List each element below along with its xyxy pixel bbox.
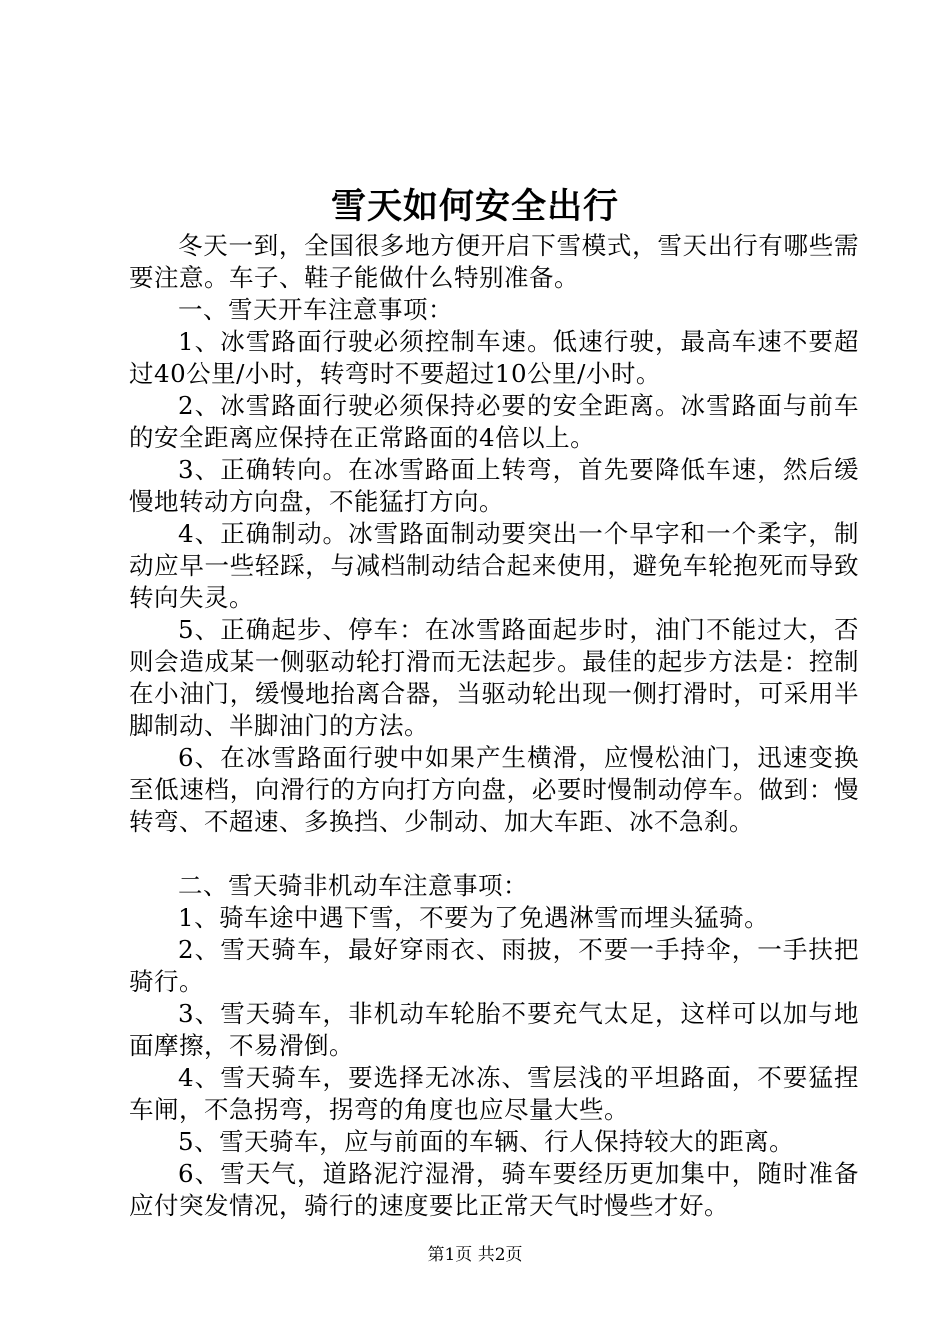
driving-item-5: 5、正确起步、停车：在冰雪路面起步时，油门不能过大，否则会造成某一侧驱动轮打滑而无法起步。最佳的起步方法是：控制在小油门，缓慢地抬离合器，当驱动轮出现一侧打滑时，可采用半脚制动、半脚油门的方法。: [129, 615, 859, 740]
section-spacer: [129, 838, 859, 870]
cycling-item-1: 1、骑车途中遇下雪，不要为了免遇淋雪而埋头猛骑。: [178, 903, 770, 932]
cycling-item-6: 6、雪天气，道路泥泞湿滑，骑车要经历更加集中，随时准备应付突发情况，骑行的速度要比正常天气时慢些才好。: [129, 1159, 859, 1220]
document-title: 雪天如何安全出行: [330, 186, 619, 227]
cycling-item-3: 3、雪天骑车，非机动车轮胎不要充气太足，这样可以加与地面摩擦，不易滑倒。: [129, 999, 859, 1060]
cycling-item-2: 2、雪天骑车，最好穿雨衣、雨披，不要一手持伞，一手扶把骑行。: [129, 935, 859, 996]
driving-item-4: 4、正确制动。冰雪路面制动要突出一个早字和一个柔字，制动应早一些轻踩，与减档制动结合起来使用，避免车轮抱死而导致转向失灵。: [129, 519, 859, 612]
section-heading-cycling: 二、雪天骑非机动车注意事项：: [178, 871, 528, 900]
driving-item-1: 1、冰雪路面行驶必须控制车速。低速行驶，最高车速不要超过40公里/小时，转弯时不要超过10公里/小时。: [129, 327, 859, 388]
driving-item-3: 3、正确转向。在冰雪路面上转弯，首先要降低车速，然后缓慢地转动方向盘，不能猛打方向。: [129, 455, 859, 516]
document-body: [129, 230, 859, 1222]
driving-item-6: 6、在冰雪路面行驶中如果产生横滑，应慢松油门，迅速变换至低速档，向滑行的方向打方向盘，必要时慢制动停车。做到：慢转弯、不超速、多换挡、少制动、加大车距、冰不急刹。: [129, 743, 859, 836]
intro-paragraph: 冬天一到，全国很多地方便开启下雪模式，雪天出行有哪些需要注意。车子、鞋子能做什么特别准备。: [129, 231, 859, 292]
driving-item-2: 2、冰雪路面行驶必须保持必要的安全距离。冰雪路面与前车的安全距离应保持在正常路面的4倍以上。: [129, 391, 859, 452]
page-footer: 第1页 共2页: [427, 1245, 523, 1265]
cycling-item-4: 4、雪天骑车，要选择无冰冻、雪层浅的平坦路面，不要猛捏车闸，不急拐弯，拐弯的角度也应尽量大些。: [129, 1063, 859, 1124]
cycling-item-5: 5、雪天骑车，应与前面的车辆、行人保持较大的距离。: [178, 1127, 795, 1156]
section-heading-driving: 一、雪天开车注意事项：: [178, 295, 453, 324]
